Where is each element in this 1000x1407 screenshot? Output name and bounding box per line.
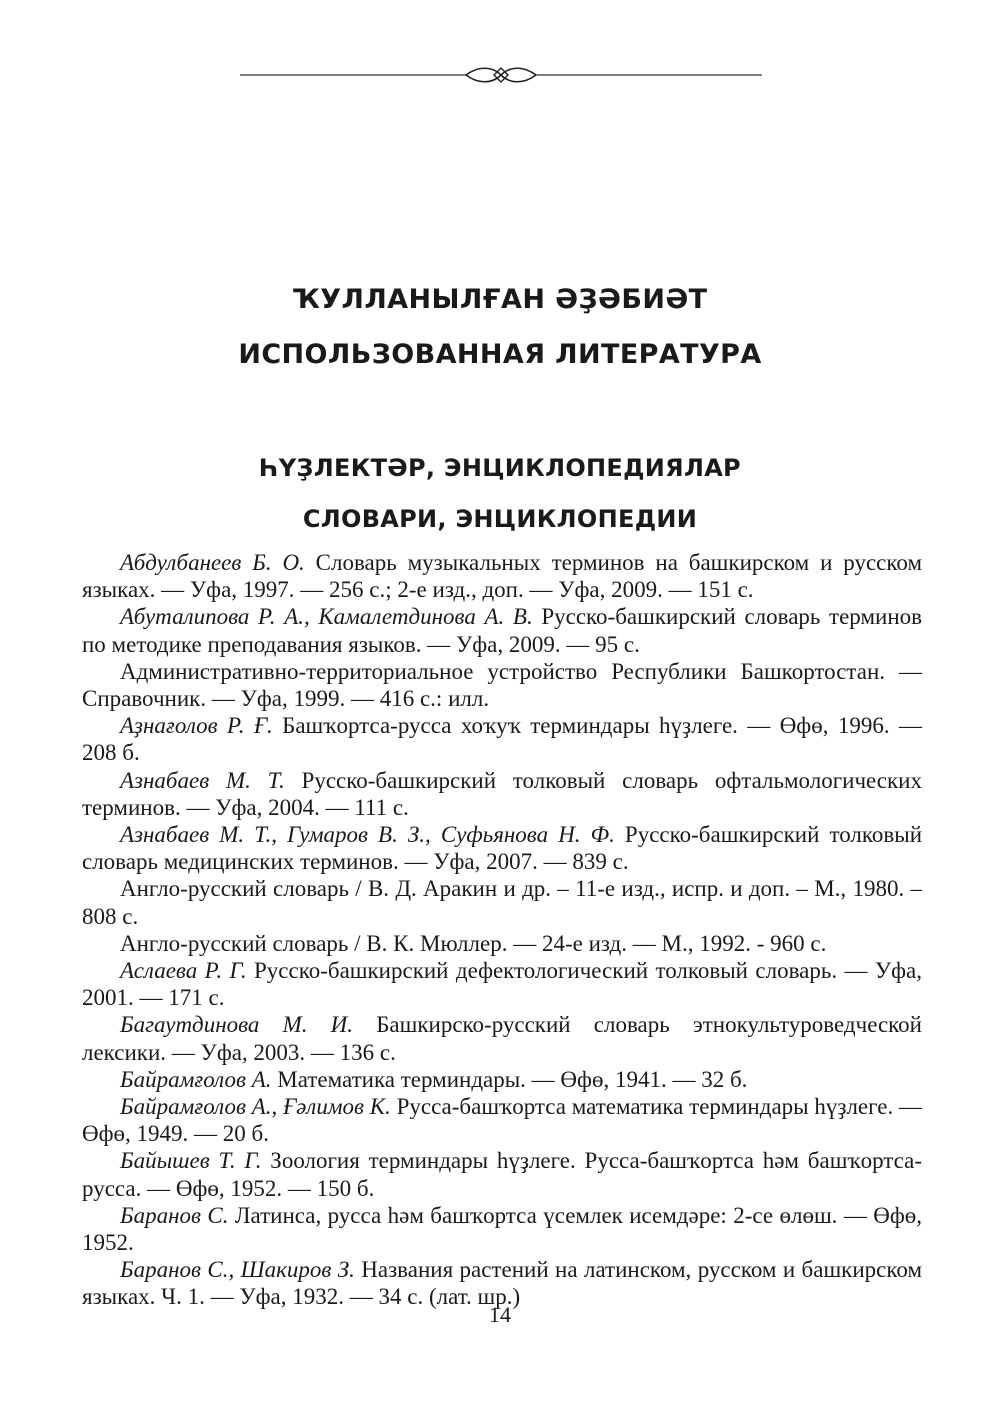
- bibliography-entry: [82, 603, 922, 657]
- bibliography-entry: [82, 821, 922, 875]
- entry-author: Байрамғолов А., Ғәлимов К.: [120, 1094, 391, 1120]
- bibliography-entry: [82, 712, 922, 766]
- bibliography-entry: [82, 549, 922, 603]
- entry-author: Абдулбанеев Б. О.: [120, 550, 305, 575]
- entry-text: Русско-башкирский дефектологический толковый словарь. — Уфа, 2001. — 171 с.: [82, 958, 922, 1011]
- bibliography-entry: [82, 957, 922, 1011]
- bibliography-entry: [82, 930, 922, 957]
- entry-text: Русско-башкирский словарь терминов по методике преподавания языков. — Уфа, 2009. — 95 с.: [82, 604, 922, 657]
- entry-text: Англо-русский словарь / В. К. Мюллер. — 24-е изд. — М., 1992. - 960 с.: [120, 930, 827, 956]
- bibliography-entry: [82, 875, 922, 929]
- bibliography-list: [82, 549, 922, 1311]
- page-title-bashkir: ҠУЛЛАНЫЛҒАН ӘҘӘБИӘТ: [292, 284, 708, 315]
- entry-text: Англо-русский словарь / В. Д. Аракин и др. – 11-е изд., испр. и доп. – М., 1980. – 808 с.: [82, 876, 922, 929]
- entry-text: Русса-башҡортса математика терминдары һүҙлеге. — Өфө, 1949. — 20 б.: [82, 1094, 922, 1147]
- entry-text: Башҡортса-русса хоҡуҡ терминдары һүҙлеге. — Өфө, 1996. — 208 б.: [82, 713, 922, 766]
- section-title-russian: СЛОВАРИ, ЭНЦИКЛОПЕДИИ: [302, 505, 698, 533]
- entry-author: Байрамғолов А.: [120, 1066, 272, 1092]
- bibliography-entry: [82, 1011, 922, 1065]
- entry-text: Русско-башкирский толковый словарь медицинских терминов. — Уфа, 2007. — 839 с.: [82, 822, 923, 875]
- entry-text: Башкирско-русский словарь этнокультуроведческой лексики. — Уфа, 2003. — 136 с.: [82, 1012, 922, 1065]
- entry-author: Азнабаев М. Т., Гумаров В. З., Суфьянова Н. Ф.: [120, 822, 615, 848]
- entry-author: Азнабаев М. Т.: [120, 767, 285, 793]
- bibliography-entry: [82, 658, 922, 712]
- entry-author: Багаутдинова М. И.: [120, 1012, 354, 1038]
- entry-text: Русско-башкирский толковый словарь офтальмологических терминов. — Уфа, 2004. — 111 с.: [82, 767, 922, 820]
- section-title-bashkir: ҺҮҘЛЕКТӘР, ЭНЦИКЛОПЕДИЯЛАР: [259, 454, 741, 482]
- entry-text: Латинса, русса һәм башҡортса үсемлек исемдәре: 2-се өлөш. — Өфө, 1952.: [82, 1202, 922, 1256]
- entry-text: Математика терминдары. — Өфө, 1941. — 32 б.: [271, 1066, 748, 1092]
- entry-text: Словарь музыкальных терминов на башкирском и русском языках. — Уфа, 1997. — 256 с.; 2-е изд., доп. — Уфа, 2009. — 151 с.: [82, 550, 922, 603]
- bibliography-entry: [82, 1093, 922, 1147]
- bibliography-entry: [82, 1147, 922, 1201]
- page-number: 14: [489, 1302, 511, 1327]
- entry-text: Административно-территориальное устройство Республики Башкортостан. — Справочник. — Уфа, 1999. — 416 с.: илл.: [82, 658, 922, 712]
- entry-author: Баранов С., Шакиров З.: [120, 1257, 355, 1283]
- bibliography-entry: [82, 1202, 922, 1256]
- entry-text: Названия растений на латинском, русском и башкирском языках. Ч. 1. — Уфа, 1932. — 34 с. (лат. шр.): [82, 1257, 922, 1310]
- bibliography-entry: [82, 767, 922, 821]
- page-title-russian: ИСПОЛЬЗОВАННАЯ ЛИТЕРАТУРА: [238, 339, 762, 370]
- entry-author: Аҙнағолов Р. Ғ.: [120, 713, 273, 739]
- entry-author: Байышев Т. Г.: [120, 1148, 262, 1174]
- entry-author: Баранов С.: [120, 1202, 229, 1228]
- entry-author: Аслаева Р. Г.: [120, 958, 247, 984]
- entry-text: Зоология терминдары һүҙлеге. Русса-башҡортса һәм башҡортса-русса. — Өфө, 1952. — 150 б.: [82, 1148, 922, 1201]
- header-ornament-divider: [240, 62, 762, 88]
- bibliography-entry: [82, 1066, 922, 1093]
- entry-author: Абуталипова Р. А., Камалетдинова А. В.: [120, 604, 533, 630]
